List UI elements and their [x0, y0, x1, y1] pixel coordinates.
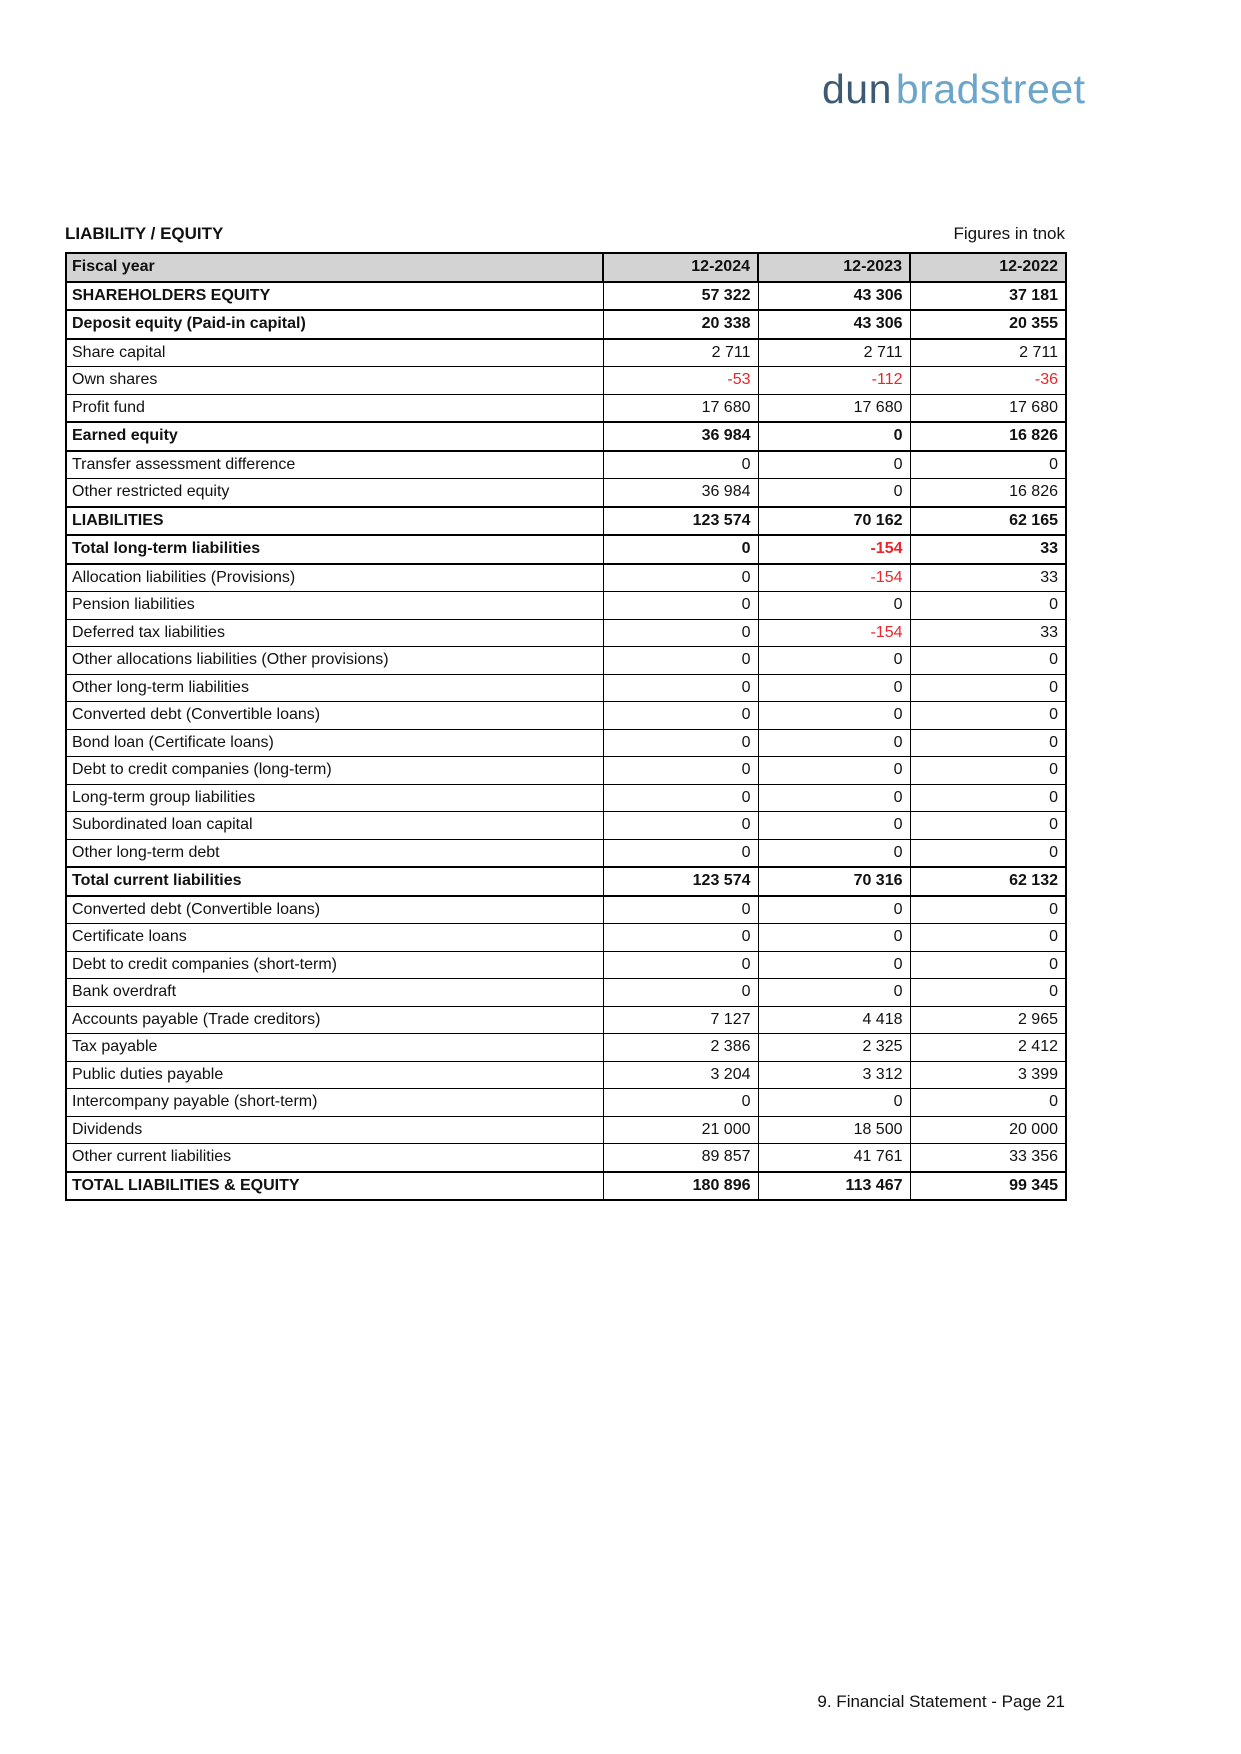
cell-value: 20 000: [910, 1116, 1066, 1144]
cell-value: 0: [910, 924, 1066, 952]
cell-value: 0: [910, 839, 1066, 867]
cell-value: -112: [758, 367, 910, 395]
cell-value: 0: [758, 951, 910, 979]
cell-value: 0: [603, 839, 758, 867]
cell-value: 18 500: [758, 1116, 910, 1144]
table-row: [66, 451, 1066, 479]
cell-value: 0: [603, 812, 758, 840]
cell-value: 0: [758, 479, 910, 507]
column-header-12-2023: 12-2023: [758, 253, 910, 282]
cell-value: 33: [910, 619, 1066, 647]
cell-value: 0: [758, 979, 910, 1007]
cell-value: 0: [603, 757, 758, 785]
cell-value: 0: [603, 564, 758, 592]
cell-value: 17 680: [910, 394, 1066, 422]
row-label: Certificate loans: [66, 924, 603, 952]
page-footer: 9. Financial Statement - Page 21: [817, 1692, 1065, 1711]
logo-text-bradstreet: bradstreet: [895, 66, 1086, 112]
cell-value: 2 325: [758, 1034, 910, 1062]
table-row: [66, 757, 1066, 785]
cell-value: 16 826: [910, 422, 1066, 451]
row-label: Accounts payable (Trade creditors): [66, 1006, 603, 1034]
table-row: [66, 784, 1066, 812]
row-label: Other allocations liabilities (Other provisions): [66, 647, 603, 675]
row-label: Transfer assessment difference: [66, 451, 603, 479]
row-label: Intercompany payable (short-term): [66, 1089, 603, 1117]
cell-value: 36 984: [603, 422, 758, 451]
logo-text-dun: dun: [822, 66, 892, 112]
row-label: Earned equity: [66, 422, 603, 451]
table-row: [66, 1172, 1066, 1201]
cell-value: 4 418: [758, 1006, 910, 1034]
table-row: [66, 507, 1066, 536]
table-row: [66, 839, 1066, 867]
cell-value: 0: [603, 979, 758, 1007]
title-row: [65, 224, 1065, 244]
page-title: LIABILITY / EQUITY: [65, 224, 224, 243]
cell-value: 16 826: [910, 479, 1066, 507]
cell-value: 33 356: [910, 1144, 1066, 1172]
cell-value: -36: [910, 367, 1066, 395]
row-label: Total long-term liabilities: [66, 535, 603, 564]
row-label: Long-term group liabilities: [66, 784, 603, 812]
cell-value: 37 181: [910, 282, 1066, 311]
cell-value: 0: [758, 839, 910, 867]
cell-value: 0: [758, 896, 910, 924]
column-header-fiscal-year: Fiscal year: [66, 253, 603, 282]
cell-value: 0: [603, 674, 758, 702]
cell-value: 70 162: [758, 507, 910, 536]
cell-value: 17 680: [758, 394, 910, 422]
table-row: [66, 674, 1066, 702]
row-label: Bank overdraft: [66, 979, 603, 1007]
cell-value: 43 306: [758, 282, 910, 311]
table-row: [66, 1061, 1066, 1089]
cell-value: 0: [603, 1089, 758, 1117]
cell-value: 3 399: [910, 1061, 1066, 1089]
table-row: [66, 979, 1066, 1007]
cell-value: 0: [910, 647, 1066, 675]
row-label: LIABILITIES: [66, 507, 603, 536]
table-row: [66, 535, 1066, 564]
row-label: TOTAL LIABILITIES & EQUITY: [66, 1172, 603, 1201]
row-label: Tax payable: [66, 1034, 603, 1062]
row-label: Subordinated loan capital: [66, 812, 603, 840]
cell-value: 0: [758, 812, 910, 840]
cell-value: 0: [603, 784, 758, 812]
column-header-12-2024: 12-2024: [603, 253, 758, 282]
table-row: [66, 310, 1066, 339]
cell-value: 0: [603, 924, 758, 952]
row-label: SHAREHOLDERS EQUITY: [66, 282, 603, 311]
cell-value: 0: [910, 979, 1066, 1007]
cell-value: 33: [910, 535, 1066, 564]
row-label: Bond loan (Certificate loans): [66, 729, 603, 757]
cell-value: 3 204: [603, 1061, 758, 1089]
cell-value: 20 355: [910, 310, 1066, 339]
cell-value: 0: [910, 674, 1066, 702]
row-label: Other long-term liabilities: [66, 674, 603, 702]
cell-value: 89 857: [603, 1144, 758, 1172]
cell-value: 2 965: [910, 1006, 1066, 1034]
cell-value: 0: [910, 896, 1066, 924]
table-row: [66, 1006, 1066, 1034]
table-row: [66, 1034, 1066, 1062]
cell-value: 36 984: [603, 479, 758, 507]
row-label: Dividends: [66, 1116, 603, 1144]
cell-value: 43 306: [758, 310, 910, 339]
cell-value: 113 467: [758, 1172, 910, 1201]
table-row: [66, 1116, 1066, 1144]
cell-value: 0: [910, 812, 1066, 840]
cell-value: 0: [758, 757, 910, 785]
table-row: [66, 647, 1066, 675]
cell-value: 62 165: [910, 507, 1066, 536]
cell-value: -154: [758, 564, 910, 592]
row-label: Debt to credit companies (long-term): [66, 757, 603, 785]
table-row: [66, 812, 1066, 840]
row-label: Profit fund: [66, 394, 603, 422]
table-row: [66, 282, 1066, 311]
cell-value: 21 000: [603, 1116, 758, 1144]
cell-value: 123 574: [603, 867, 758, 896]
cell-value: 0: [603, 647, 758, 675]
table-row: [66, 1089, 1066, 1117]
table-row: [66, 564, 1066, 592]
cell-value: 0: [910, 757, 1066, 785]
row-label: Converted debt (Convertible loans): [66, 702, 603, 730]
cell-value: -154: [758, 535, 910, 564]
row-label: Converted debt (Convertible loans): [66, 896, 603, 924]
cell-value: 0: [910, 1089, 1066, 1117]
cell-value: 0: [603, 951, 758, 979]
cell-value: 0: [910, 451, 1066, 479]
row-label: Total current liabilities: [66, 867, 603, 896]
table-row: [66, 729, 1066, 757]
cell-value: 0: [758, 702, 910, 730]
cell-value: 0: [910, 729, 1066, 757]
cell-value: 0: [758, 729, 910, 757]
cell-value: 0: [758, 451, 910, 479]
cell-value: 0: [758, 422, 910, 451]
cell-value: 0: [910, 592, 1066, 620]
cell-value: 62 132: [910, 867, 1066, 896]
cell-value: 33: [910, 564, 1066, 592]
cell-value: 0: [603, 702, 758, 730]
liability-equity-table: [65, 252, 1067, 1201]
table-row: [66, 1144, 1066, 1172]
cell-value: 0: [603, 451, 758, 479]
cell-value: 70 316: [758, 867, 910, 896]
row-label: Deferred tax liabilities: [66, 619, 603, 647]
cell-value: 0: [758, 647, 910, 675]
cell-value: 0: [603, 896, 758, 924]
cell-value: -154: [758, 619, 910, 647]
cell-value: 2 711: [910, 339, 1066, 367]
cell-value: 123 574: [603, 507, 758, 536]
row-label: Deposit equity (Paid-in capital): [66, 310, 603, 339]
cell-value: 2 386: [603, 1034, 758, 1062]
row-label: Other restricted equity: [66, 479, 603, 507]
cell-value: 0: [603, 592, 758, 620]
cell-value: 0: [603, 729, 758, 757]
row-label: Share capital: [66, 339, 603, 367]
cell-value: 2 711: [603, 339, 758, 367]
column-header-12-2022: 12-2022: [910, 253, 1066, 282]
cell-value: 17 680: [603, 394, 758, 422]
table-row: [66, 702, 1066, 730]
cell-value: 7 127: [603, 1006, 758, 1034]
cell-value: 0: [758, 1089, 910, 1117]
cell-value: 20 338: [603, 310, 758, 339]
table-row: [66, 367, 1066, 395]
cell-value: 57 322: [603, 282, 758, 311]
cell-value: 0: [758, 592, 910, 620]
cell-value: 0: [603, 535, 758, 564]
dun-bradstreet-logo: [822, 66, 1086, 113]
table-row: [66, 924, 1066, 952]
table-row: [66, 592, 1066, 620]
cell-value: 0: [758, 674, 910, 702]
cell-value: 2 412: [910, 1034, 1066, 1062]
cell-value: 0: [758, 784, 910, 812]
cell-value: 0: [603, 619, 758, 647]
row-label: Pension liabilities: [66, 592, 603, 620]
row-label: Public duties payable: [66, 1061, 603, 1089]
table-row: [66, 867, 1066, 896]
cell-value: 2 711: [758, 339, 910, 367]
cell-value: 0: [758, 924, 910, 952]
row-label: Other current liabilities: [66, 1144, 603, 1172]
cell-value: -53: [603, 367, 758, 395]
table-row: [66, 339, 1066, 367]
cell-value: 99 345: [910, 1172, 1066, 1201]
table-header-row: [66, 253, 1066, 282]
figures-unit-note: Figures in tnok: [953, 224, 1065, 243]
cell-value: 180 896: [603, 1172, 758, 1201]
cell-value: 0: [910, 951, 1066, 979]
row-label: Other long-term debt: [66, 839, 603, 867]
row-label: Own shares: [66, 367, 603, 395]
table-row: [66, 422, 1066, 451]
table-row: [66, 951, 1066, 979]
table-row: [66, 479, 1066, 507]
cell-value: 41 761: [758, 1144, 910, 1172]
table-row: [66, 896, 1066, 924]
table-row: [66, 619, 1066, 647]
row-label: Allocation liabilities (Provisions): [66, 564, 603, 592]
cell-value: 3 312: [758, 1061, 910, 1089]
row-label: Debt to credit companies (short-term): [66, 951, 603, 979]
table-row: [66, 394, 1066, 422]
cell-value: 0: [910, 702, 1066, 730]
cell-value: 0: [910, 784, 1066, 812]
